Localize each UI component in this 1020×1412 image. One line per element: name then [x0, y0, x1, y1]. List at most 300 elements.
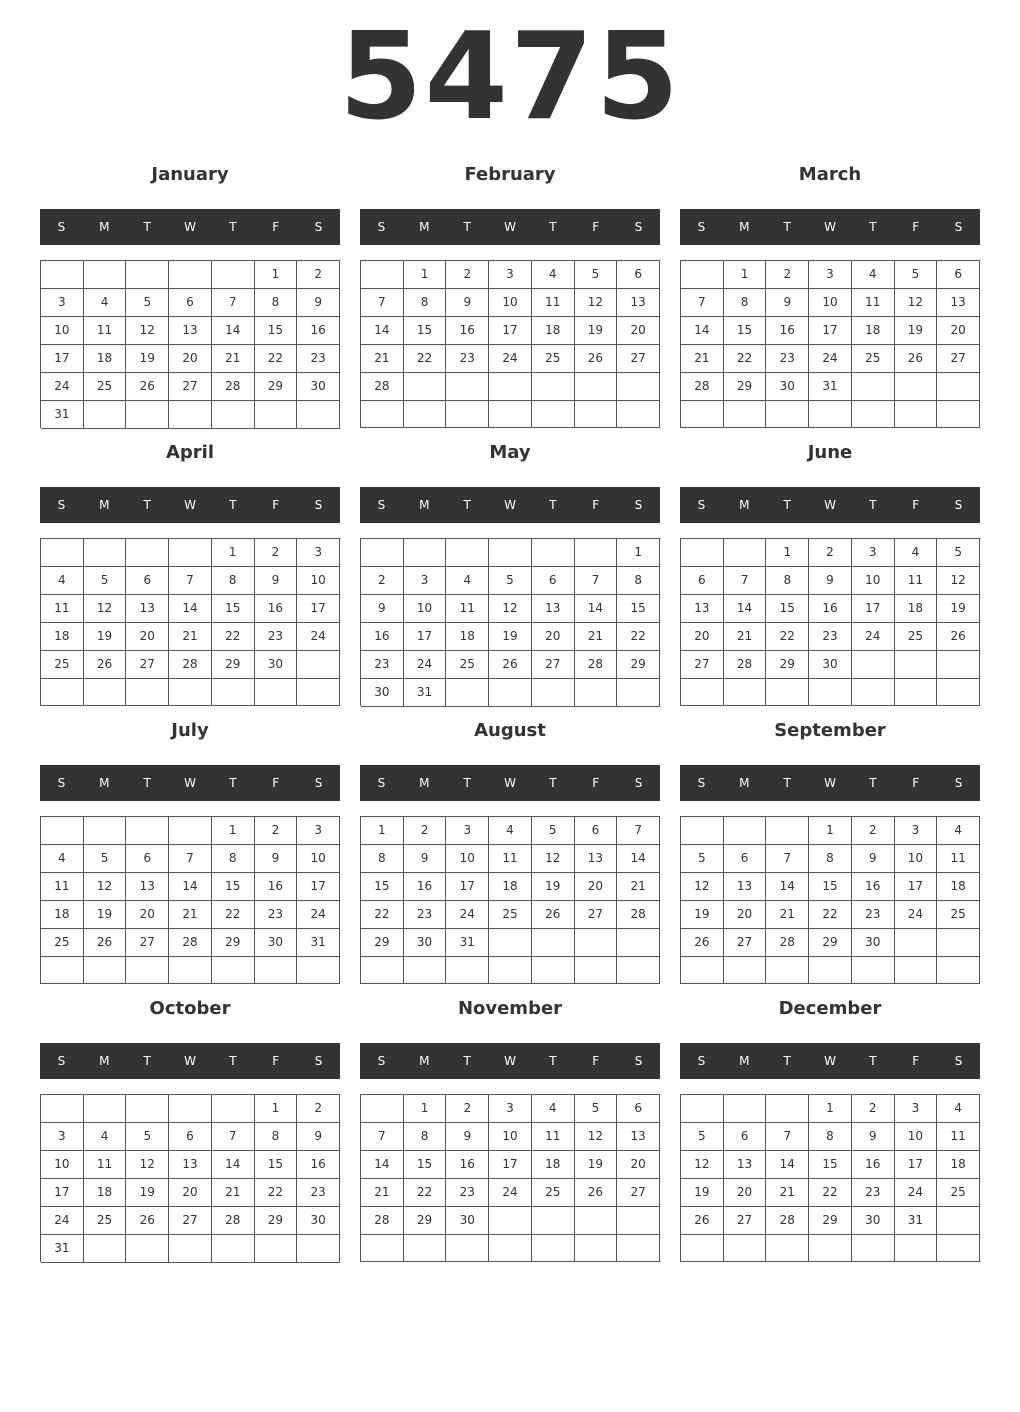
empty-cell — [895, 373, 938, 401]
day-cell: 15 — [724, 317, 767, 345]
day-cell: 24 — [297, 623, 340, 651]
day-cell: 29 — [361, 929, 404, 957]
day-cell: 12 — [681, 873, 724, 901]
day-cell: 4 — [84, 289, 127, 317]
day-cell: 3 — [41, 1123, 84, 1151]
day-cell: 10 — [446, 845, 489, 873]
day-cell: 22 — [255, 1179, 298, 1207]
day-grid — [40, 1094, 340, 1262]
month-july — [40, 718, 340, 986]
weekday-label: S — [697, 1054, 706, 1068]
empty-cell — [212, 261, 255, 289]
month-march — [680, 162, 980, 430]
day-cell: 7 — [724, 567, 767, 595]
empty-cell — [895, 929, 938, 957]
day-cell: 26 — [937, 623, 980, 651]
empty-cell — [681, 539, 724, 567]
empty-cell — [681, 679, 724, 706]
day-cell: 13 — [724, 873, 767, 901]
day-cell: 20 — [617, 1151, 660, 1179]
day-cell: 23 — [852, 1179, 895, 1207]
empty-cell — [446, 679, 489, 707]
empty-cell — [255, 957, 298, 984]
day-cell: 20 — [937, 317, 980, 345]
day-cell: 12 — [895, 289, 938, 317]
day-cell: 6 — [169, 289, 212, 317]
weekday-label: M — [739, 220, 750, 234]
day-cell: 1 — [724, 261, 767, 289]
day-cell: 17 — [852, 595, 895, 623]
weekday-label: W — [824, 220, 836, 234]
weekday-label: S — [954, 220, 963, 234]
day-cell: 8 — [724, 289, 767, 317]
empty-cell — [212, 1235, 255, 1263]
day-cell: 14 — [724, 595, 767, 623]
day-cell: 5 — [126, 289, 169, 317]
day-cell: 3 — [895, 1095, 938, 1123]
day-cell: 12 — [126, 317, 169, 345]
day-cell: 29 — [724, 373, 767, 401]
day-cell: 10 — [41, 1151, 84, 1179]
weekday-header — [40, 209, 340, 245]
day-cell: 30 — [404, 929, 447, 957]
day-cell: 11 — [489, 845, 532, 873]
empty-cell — [766, 1095, 809, 1123]
day-cell: 27 — [617, 345, 660, 373]
day-cell: 8 — [212, 845, 255, 873]
day-cell: 8 — [255, 289, 298, 317]
day-cell: 23 — [297, 345, 340, 373]
weekday-label: T — [869, 776, 877, 790]
day-cell: 11 — [852, 289, 895, 317]
day-cell: 7 — [766, 845, 809, 873]
weekday-label: T — [463, 1054, 471, 1068]
day-cell: 7 — [617, 817, 660, 845]
day-cell: 23 — [404, 901, 447, 929]
day-cell: 2 — [852, 1095, 895, 1123]
weekday-label: S — [314, 498, 323, 512]
day-grid — [680, 260, 980, 428]
empty-cell — [361, 1235, 404, 1262]
weekday-label: F — [912, 1054, 920, 1068]
day-cell: 5 — [126, 1123, 169, 1151]
day-cell: 30 — [446, 1207, 489, 1235]
weekday-label: T — [783, 498, 791, 512]
day-cell: 13 — [724, 1151, 767, 1179]
empty-cell — [446, 1235, 489, 1262]
empty-cell — [937, 679, 980, 706]
day-cell: 16 — [446, 1151, 489, 1179]
weekday-label: M — [419, 1054, 430, 1068]
day-cell: 29 — [809, 1207, 852, 1235]
empty-cell — [895, 1235, 938, 1262]
day-cell: 22 — [255, 345, 298, 373]
day-cell: 28 — [575, 651, 618, 679]
day-cell: 25 — [84, 373, 127, 401]
day-cell: 9 — [446, 1123, 489, 1151]
day-cell: 4 — [489, 817, 532, 845]
empty-cell — [126, 539, 169, 567]
empty-cell — [41, 1095, 84, 1123]
day-cell: 13 — [126, 595, 169, 623]
day-cell: 5 — [895, 261, 938, 289]
day-cell: 1 — [255, 261, 298, 289]
day-cell: 11 — [84, 317, 127, 345]
day-grid — [360, 260, 660, 428]
day-cell: 11 — [937, 845, 980, 873]
month-name: June — [807, 442, 853, 463]
empty-cell — [489, 957, 532, 984]
day-cell: 25 — [937, 901, 980, 929]
day-cell: 11 — [41, 595, 84, 623]
day-cell: 14 — [766, 873, 809, 901]
day-cell: 11 — [937, 1123, 980, 1151]
weekday-label: T — [463, 776, 471, 790]
day-cell: 1 — [809, 817, 852, 845]
month-august — [360, 718, 660, 986]
weekday-label: F — [272, 1054, 280, 1068]
empty-cell — [446, 957, 489, 984]
day-cell: 16 — [255, 595, 298, 623]
empty-cell — [489, 1207, 532, 1235]
day-cell: 24 — [895, 1179, 938, 1207]
empty-cell — [937, 651, 980, 679]
day-cell: 18 — [895, 595, 938, 623]
day-cell: 28 — [361, 373, 404, 401]
weekday-label: T — [783, 1054, 791, 1068]
day-cell: 3 — [446, 817, 489, 845]
day-cell: 9 — [297, 289, 340, 317]
weekday-label: S — [697, 220, 706, 234]
weekday-header — [680, 487, 980, 523]
day-cell: 20 — [681, 623, 724, 651]
day-cell: 4 — [532, 1095, 575, 1123]
day-cell: 10 — [895, 1123, 938, 1151]
day-cell: 17 — [895, 873, 938, 901]
weekday-label: M — [99, 1054, 110, 1068]
day-cell: 6 — [532, 567, 575, 595]
day-cell: 5 — [681, 845, 724, 873]
empty-cell — [169, 817, 212, 845]
weekday-label: M — [739, 1054, 750, 1068]
day-cell: 11 — [895, 567, 938, 595]
day-cell: 4 — [84, 1123, 127, 1151]
empty-cell — [126, 261, 169, 289]
day-cell: 25 — [852, 345, 895, 373]
weekday-label: T — [229, 498, 237, 512]
day-cell: 2 — [809, 539, 852, 567]
day-cell: 31 — [809, 373, 852, 401]
day-cell: 11 — [532, 289, 575, 317]
weekday-label: T — [143, 776, 151, 790]
empty-cell — [575, 957, 618, 984]
day-cell: 29 — [809, 929, 852, 957]
empty-cell — [937, 1207, 980, 1235]
month-name: December — [778, 998, 882, 1019]
day-cell: 11 — [446, 595, 489, 623]
empty-cell — [126, 401, 169, 429]
day-cell: 9 — [766, 289, 809, 317]
empty-cell — [41, 817, 84, 845]
day-cell: 9 — [361, 595, 404, 623]
day-cell: 8 — [809, 1123, 852, 1151]
month-october — [40, 996, 340, 1264]
weekday-label: T — [229, 1054, 237, 1068]
day-cell: 15 — [809, 1151, 852, 1179]
empty-cell — [255, 1235, 298, 1263]
weekday-label: T — [229, 776, 237, 790]
day-cell: 2 — [852, 817, 895, 845]
weekday-label: S — [634, 776, 643, 790]
weekday-label: F — [592, 498, 600, 512]
day-cell: 14 — [212, 1151, 255, 1179]
month-name: January — [151, 164, 229, 185]
day-cell: 12 — [532, 845, 575, 873]
day-cell: 20 — [724, 901, 767, 929]
weekday-header — [360, 765, 660, 801]
weekday-label: M — [739, 776, 750, 790]
day-cell: 27 — [681, 651, 724, 679]
empty-cell — [126, 817, 169, 845]
empty-cell — [766, 957, 809, 984]
day-cell: 6 — [617, 261, 660, 289]
weekday-label: F — [912, 220, 920, 234]
day-cell: 14 — [617, 845, 660, 873]
empty-cell — [724, 1095, 767, 1123]
month-name: July — [171, 720, 209, 741]
day-cell: 27 — [724, 929, 767, 957]
empty-cell — [404, 401, 447, 428]
day-cell: 6 — [617, 1095, 660, 1123]
empty-cell — [532, 957, 575, 984]
day-cell: 6 — [575, 817, 618, 845]
weekday-label: S — [634, 498, 643, 512]
day-cell: 12 — [681, 1151, 724, 1179]
day-cell: 19 — [575, 1151, 618, 1179]
weekday-label: T — [229, 220, 237, 234]
empty-cell — [446, 539, 489, 567]
day-cell: 14 — [169, 595, 212, 623]
day-cell: 22 — [361, 901, 404, 929]
day-cell: 19 — [937, 595, 980, 623]
day-grid — [360, 1094, 660, 1262]
month-name: March — [798, 164, 862, 185]
empty-cell — [84, 679, 127, 706]
day-cell: 18 — [489, 873, 532, 901]
day-cell: 21 — [361, 1179, 404, 1207]
weekday-label: T — [549, 1054, 557, 1068]
empty-cell — [852, 957, 895, 984]
day-cell: 23 — [809, 623, 852, 651]
day-cell: 7 — [361, 1123, 404, 1151]
day-cell: 27 — [126, 651, 169, 679]
day-cell: 21 — [361, 345, 404, 373]
day-cell: 2 — [255, 817, 298, 845]
day-cell: 2 — [361, 567, 404, 595]
weekday-header — [360, 487, 660, 523]
day-cell: 20 — [169, 1179, 212, 1207]
weekday-header — [680, 209, 980, 245]
day-cell: 18 — [532, 1151, 575, 1179]
day-cell: 2 — [446, 1095, 489, 1123]
empty-cell — [532, 929, 575, 957]
day-cell: 7 — [169, 845, 212, 873]
empty-cell — [361, 957, 404, 984]
month-january — [40, 162, 340, 430]
day-cell: 29 — [404, 1207, 447, 1235]
day-cell: 14 — [361, 1151, 404, 1179]
day-cell: 28 — [169, 651, 212, 679]
empty-cell — [681, 817, 724, 845]
day-cell: 22 — [809, 901, 852, 929]
day-cell: 5 — [532, 817, 575, 845]
day-cell: 28 — [361, 1207, 404, 1235]
day-cell: 17 — [297, 595, 340, 623]
empty-cell — [575, 373, 618, 401]
day-grid — [680, 1094, 980, 1262]
weekday-label: S — [377, 776, 386, 790]
day-cell: 27 — [937, 345, 980, 373]
day-cell: 16 — [766, 317, 809, 345]
day-cell: 17 — [489, 317, 532, 345]
empty-cell — [617, 401, 660, 428]
day-cell: 3 — [489, 1095, 532, 1123]
day-cell: 22 — [617, 623, 660, 651]
day-cell: 24 — [41, 373, 84, 401]
day-cell: 19 — [126, 1179, 169, 1207]
day-cell: 9 — [809, 567, 852, 595]
day-cell: 1 — [404, 261, 447, 289]
day-cell: 2 — [446, 261, 489, 289]
day-cell: 21 — [724, 623, 767, 651]
empty-cell — [41, 679, 84, 706]
day-cell: 1 — [404, 1095, 447, 1123]
weekday-label: W — [504, 776, 516, 790]
day-cell: 31 — [41, 401, 84, 429]
empty-cell — [297, 1235, 340, 1263]
empty-cell — [361, 539, 404, 567]
day-cell: 15 — [809, 873, 852, 901]
day-cell: 1 — [766, 539, 809, 567]
empty-cell — [766, 679, 809, 706]
weekday-label: W — [184, 776, 196, 790]
day-cell: 22 — [404, 1179, 447, 1207]
day-cell: 28 — [617, 901, 660, 929]
empty-cell — [126, 679, 169, 706]
day-cell: 19 — [126, 345, 169, 373]
day-cell: 29 — [255, 373, 298, 401]
weekday-label: W — [504, 498, 516, 512]
empty-cell — [297, 651, 340, 679]
weekday-label: S — [377, 220, 386, 234]
day-cell: 1 — [617, 539, 660, 567]
day-cell: 30 — [766, 373, 809, 401]
day-cell: 10 — [297, 845, 340, 873]
weekday-label: W — [184, 498, 196, 512]
weekday-label: T — [549, 498, 557, 512]
day-cell: 3 — [297, 817, 340, 845]
weekday-label: S — [314, 1054, 323, 1068]
day-cell: 16 — [852, 873, 895, 901]
day-cell: 26 — [681, 1207, 724, 1235]
empty-cell — [361, 261, 404, 289]
day-cell: 21 — [617, 873, 660, 901]
day-cell: 10 — [404, 595, 447, 623]
day-cell: 31 — [895, 1207, 938, 1235]
day-cell: 26 — [84, 651, 127, 679]
day-cell: 14 — [681, 317, 724, 345]
empty-cell — [681, 957, 724, 984]
day-cell: 6 — [937, 261, 980, 289]
day-cell: 17 — [404, 623, 447, 651]
day-cell: 30 — [255, 651, 298, 679]
day-cell: 19 — [895, 317, 938, 345]
weekday-label: S — [314, 776, 323, 790]
empty-cell — [937, 1235, 980, 1262]
empty-cell — [41, 957, 84, 984]
empty-cell — [575, 1207, 618, 1235]
day-cell: 10 — [809, 289, 852, 317]
empty-cell — [809, 1235, 852, 1262]
day-cell: 22 — [212, 901, 255, 929]
day-cell: 24 — [41, 1207, 84, 1235]
day-cell: 18 — [937, 1151, 980, 1179]
weekday-label: M — [99, 498, 110, 512]
day-cell: 30 — [809, 651, 852, 679]
day-cell: 6 — [681, 567, 724, 595]
day-cell: 25 — [532, 1179, 575, 1207]
weekday-header — [40, 487, 340, 523]
day-cell: 13 — [532, 595, 575, 623]
empty-cell — [84, 261, 127, 289]
empty-cell — [446, 373, 489, 401]
day-cell: 14 — [212, 317, 255, 345]
empty-cell — [895, 401, 938, 428]
day-cell: 4 — [446, 567, 489, 595]
day-cell: 5 — [489, 567, 532, 595]
day-cell: 4 — [41, 567, 84, 595]
day-cell: 17 — [41, 1179, 84, 1207]
day-cell: 30 — [297, 1207, 340, 1235]
day-cell: 7 — [681, 289, 724, 317]
day-cell: 31 — [297, 929, 340, 957]
day-cell: 21 — [766, 901, 809, 929]
month-name: May — [489, 442, 531, 463]
day-cell: 6 — [169, 1123, 212, 1151]
day-cell: 9 — [297, 1123, 340, 1151]
month-name: April — [165, 442, 215, 463]
day-cell: 4 — [852, 261, 895, 289]
day-cell: 16 — [297, 317, 340, 345]
month-name: October — [149, 998, 231, 1019]
day-cell: 24 — [809, 345, 852, 373]
day-cell: 6 — [126, 567, 169, 595]
empty-cell — [532, 679, 575, 707]
empty-cell — [212, 679, 255, 706]
day-cell: 31 — [41, 1235, 84, 1263]
day-cell: 5 — [84, 567, 127, 595]
day-cell: 16 — [809, 595, 852, 623]
day-cell: 26 — [575, 345, 618, 373]
month-name: September — [774, 720, 886, 741]
empty-cell — [361, 1095, 404, 1123]
empty-cell — [126, 1095, 169, 1123]
empty-cell — [126, 957, 169, 984]
day-cell: 17 — [446, 873, 489, 901]
day-cell: 8 — [361, 845, 404, 873]
empty-cell — [724, 817, 767, 845]
empty-cell — [766, 817, 809, 845]
